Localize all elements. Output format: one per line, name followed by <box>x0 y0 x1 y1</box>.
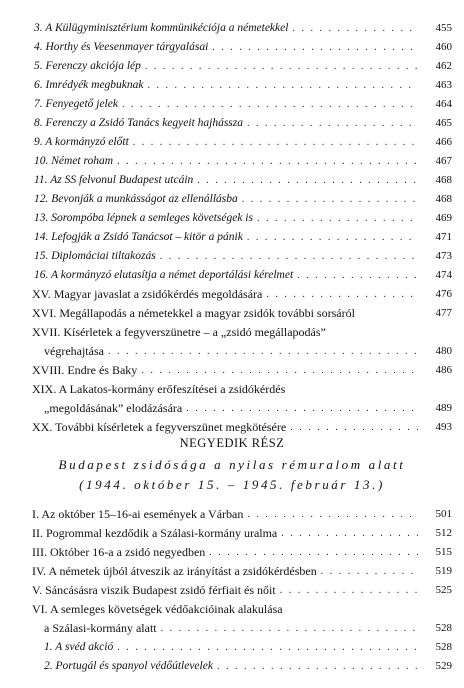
toc-entry-label: 2. Portugál és spanyol védőútlevelek <box>44 660 213 672</box>
toc-entry-page: 464 <box>435 98 452 110</box>
toc-entry-page: 468 <box>435 174 452 186</box>
toc-entry-page: 476 <box>435 288 452 300</box>
toc-entry-label: 8. Ferenczy a Zsidó Tanács kegyeit hajhássza <box>34 117 244 129</box>
toc-entry <box>0 263 464 282</box>
toc-entry <box>0 654 464 673</box>
toc-entry-label: XVII. Kísérletek a fegyverszünetre – a „zsidó megállapodás” <box>32 325 326 339</box>
toc-entry-label: 9. A kormányzó előtt <box>34 136 129 148</box>
toc-entry-label: XVI. Megállapodás a németekkel a magyar zsidók további sorsáról <box>32 306 355 320</box>
toc-entry <box>0 35 464 54</box>
toc-entry <box>0 92 464 111</box>
toc-entry <box>0 616 464 635</box>
toc-entry <box>0 521 464 540</box>
toc-entry <box>0 396 464 415</box>
toc-top-list <box>0 16 464 434</box>
toc-entry-label: 16. A kormányzó elutasítja a német deportálási kérelmet <box>34 269 294 281</box>
toc-entry-label: XV. Magyar javaslat a zsidókérdés megoldására <box>32 287 263 301</box>
toc-entry <box>0 225 464 244</box>
toc-entry-label: a Szálasi-kormány alatt <box>44 621 157 635</box>
dot-leader <box>209 546 418 559</box>
toc-entry-page: 486 <box>435 364 452 376</box>
dot-leader <box>108 345 418 358</box>
toc-entry <box>0 540 464 559</box>
section-kicker: NEGYEDIK RÉSZ <box>179 436 285 450</box>
dot-leader <box>197 174 418 187</box>
toc-entry-label: 11. Az SS felvonul Budapest utcáin <box>34 174 194 186</box>
dot-leader <box>217 660 418 673</box>
toc-entry-page: 462 <box>435 60 452 72</box>
toc-entry <box>0 578 464 597</box>
toc-entry <box>0 377 464 396</box>
toc-entry-page: 455 <box>435 22 452 34</box>
toc-entry-label: IV. A németek újból átveszik az irányítást a zsidókérdésben <box>32 564 317 578</box>
toc-entry <box>0 282 464 301</box>
toc-entry-label: 14. Lefogják a Zsidó Tanácsot – kitör a pánik <box>34 231 243 243</box>
section-title: Budapest zsidósága a nyilas rémuralom alatt <box>58 457 406 472</box>
toc-entry-label: XIX. A Lakatos-kormány erőfeszítései a zsidókérdés <box>32 382 286 396</box>
toc-entry-page: 471 <box>435 231 452 243</box>
toc-entry-label: 4. Horthy és Veesenmayer tárgyalásai <box>34 41 209 53</box>
dot-leader <box>160 250 418 263</box>
toc-entry-label: II. Pogrommal kezdődik a Szálasi-kormány uralma <box>32 526 278 540</box>
toc-entry-page: 529 <box>435 660 452 672</box>
toc-entry-label: végrehajtása <box>44 344 104 358</box>
toc-entry-page: 528 <box>435 641 452 653</box>
dot-leader <box>297 269 418 282</box>
toc-entry-page: 501 <box>435 508 452 520</box>
toc-entry <box>0 206 464 225</box>
toc-entry-page: 467 <box>435 155 452 167</box>
dot-leader <box>145 60 418 73</box>
section-heading <box>0 436 464 493</box>
toc-entry <box>0 130 464 149</box>
dot-leader <box>122 98 418 111</box>
toc-entry-label: V. Sáncásásra viszik Budapest zsidó férfiait és nőit <box>32 583 276 597</box>
toc-entry-label: VI. A semleges követségek védőakcióinak alakulása <box>32 602 283 616</box>
toc-entry <box>0 415 464 434</box>
toc-entry-label: XX. További kísérletek a fegyverszünet megkötésére <box>32 420 287 434</box>
toc-entry <box>0 73 464 92</box>
toc-entry <box>0 54 464 73</box>
toc-entry <box>0 358 464 377</box>
toc-entry-label: 13. Sorompóba lépnek a semleges követségek is <box>34 212 253 224</box>
toc-entry-page: 512 <box>435 527 452 539</box>
toc-entry <box>0 339 464 358</box>
toc-entry <box>0 244 464 263</box>
toc-entry-label: XVIII. Endre és Baky <box>32 363 138 377</box>
toc-entry-page: 465 <box>435 117 452 129</box>
toc-entry-page: 493 <box>435 421 452 433</box>
toc-entry <box>0 301 464 320</box>
toc-entry-page: 474 <box>435 269 452 281</box>
toc-entry-label: „megoldásának” elodázására <box>44 401 183 415</box>
toc-entry-label: 3. A Külügyminisztérium kommünikéciója a németekkel <box>34 22 289 34</box>
dot-leader <box>247 231 418 244</box>
section-dates: (1944. október 15. – 1945. február 13.) <box>79 477 385 492</box>
toc-entry-label: 12. Bevonják a munkásságot az ellenállásba <box>34 193 238 205</box>
toc-entry <box>0 502 464 521</box>
toc-entry <box>0 16 464 35</box>
dot-leader <box>242 193 418 206</box>
toc-entry-label: III. Október 16-a a zsidó negyedben <box>32 545 206 559</box>
toc-entry-label: 6. Imrédyék megbuknak <box>34 79 144 91</box>
toc-entry-page: 469 <box>435 212 452 224</box>
toc-entry-page: 528 <box>435 622 452 634</box>
dot-leader <box>117 641 418 654</box>
dot-leader <box>141 364 418 377</box>
dot-leader <box>212 41 418 54</box>
toc-entry-label: 5. Ferenczy akciója lép <box>34 60 141 72</box>
toc-entry <box>0 320 464 339</box>
toc-entry-label: 15. Diplomáciai tiltakozás <box>34 250 156 262</box>
dot-leader <box>281 527 418 540</box>
dot-leader <box>292 22 418 35</box>
toc-entry <box>0 111 464 130</box>
dot-leader <box>148 79 418 92</box>
toc-entry-page: 466 <box>435 136 452 148</box>
dot-leader <box>247 117 418 130</box>
dot-leader <box>321 565 418 578</box>
toc-entry-label: 10. Német roham <box>34 155 114 167</box>
toc-entry-page: 473 <box>435 250 452 262</box>
toc-entry-page: 489 <box>435 402 452 414</box>
dot-leader <box>161 622 418 635</box>
dot-leader <box>280 584 418 597</box>
toc-bottom-list <box>0 502 464 673</box>
toc-entry <box>0 187 464 206</box>
toc-entry <box>0 597 464 616</box>
toc-entry-label: 1. A svéd akció <box>44 641 114 653</box>
toc-entry-label: 7. Fenyegető jelek <box>34 98 118 110</box>
dot-leader <box>257 212 418 225</box>
toc-entry-page: 519 <box>435 565 452 577</box>
dot-leader <box>266 288 418 301</box>
toc-entry-page: 525 <box>435 584 452 596</box>
dot-leader <box>247 508 418 521</box>
toc-entry-page: 480 <box>435 345 452 357</box>
toc-entry-page: 477 <box>435 307 452 319</box>
toc-entry-label: I. Az október 15–16-ai események a Várban <box>32 507 244 521</box>
toc-entry <box>0 149 464 168</box>
dot-leader <box>133 136 418 149</box>
dot-leader <box>117 155 418 168</box>
dot-leader <box>186 402 418 415</box>
toc-entry-page: 468 <box>435 193 452 205</box>
toc-entry <box>0 559 464 578</box>
toc-entry <box>0 635 464 654</box>
toc-entry-page: 460 <box>435 41 452 53</box>
dot-leader <box>290 421 418 434</box>
toc-entry <box>0 168 464 187</box>
toc-entry-page: 463 <box>435 79 452 91</box>
toc-entry-page: 515 <box>435 546 452 558</box>
